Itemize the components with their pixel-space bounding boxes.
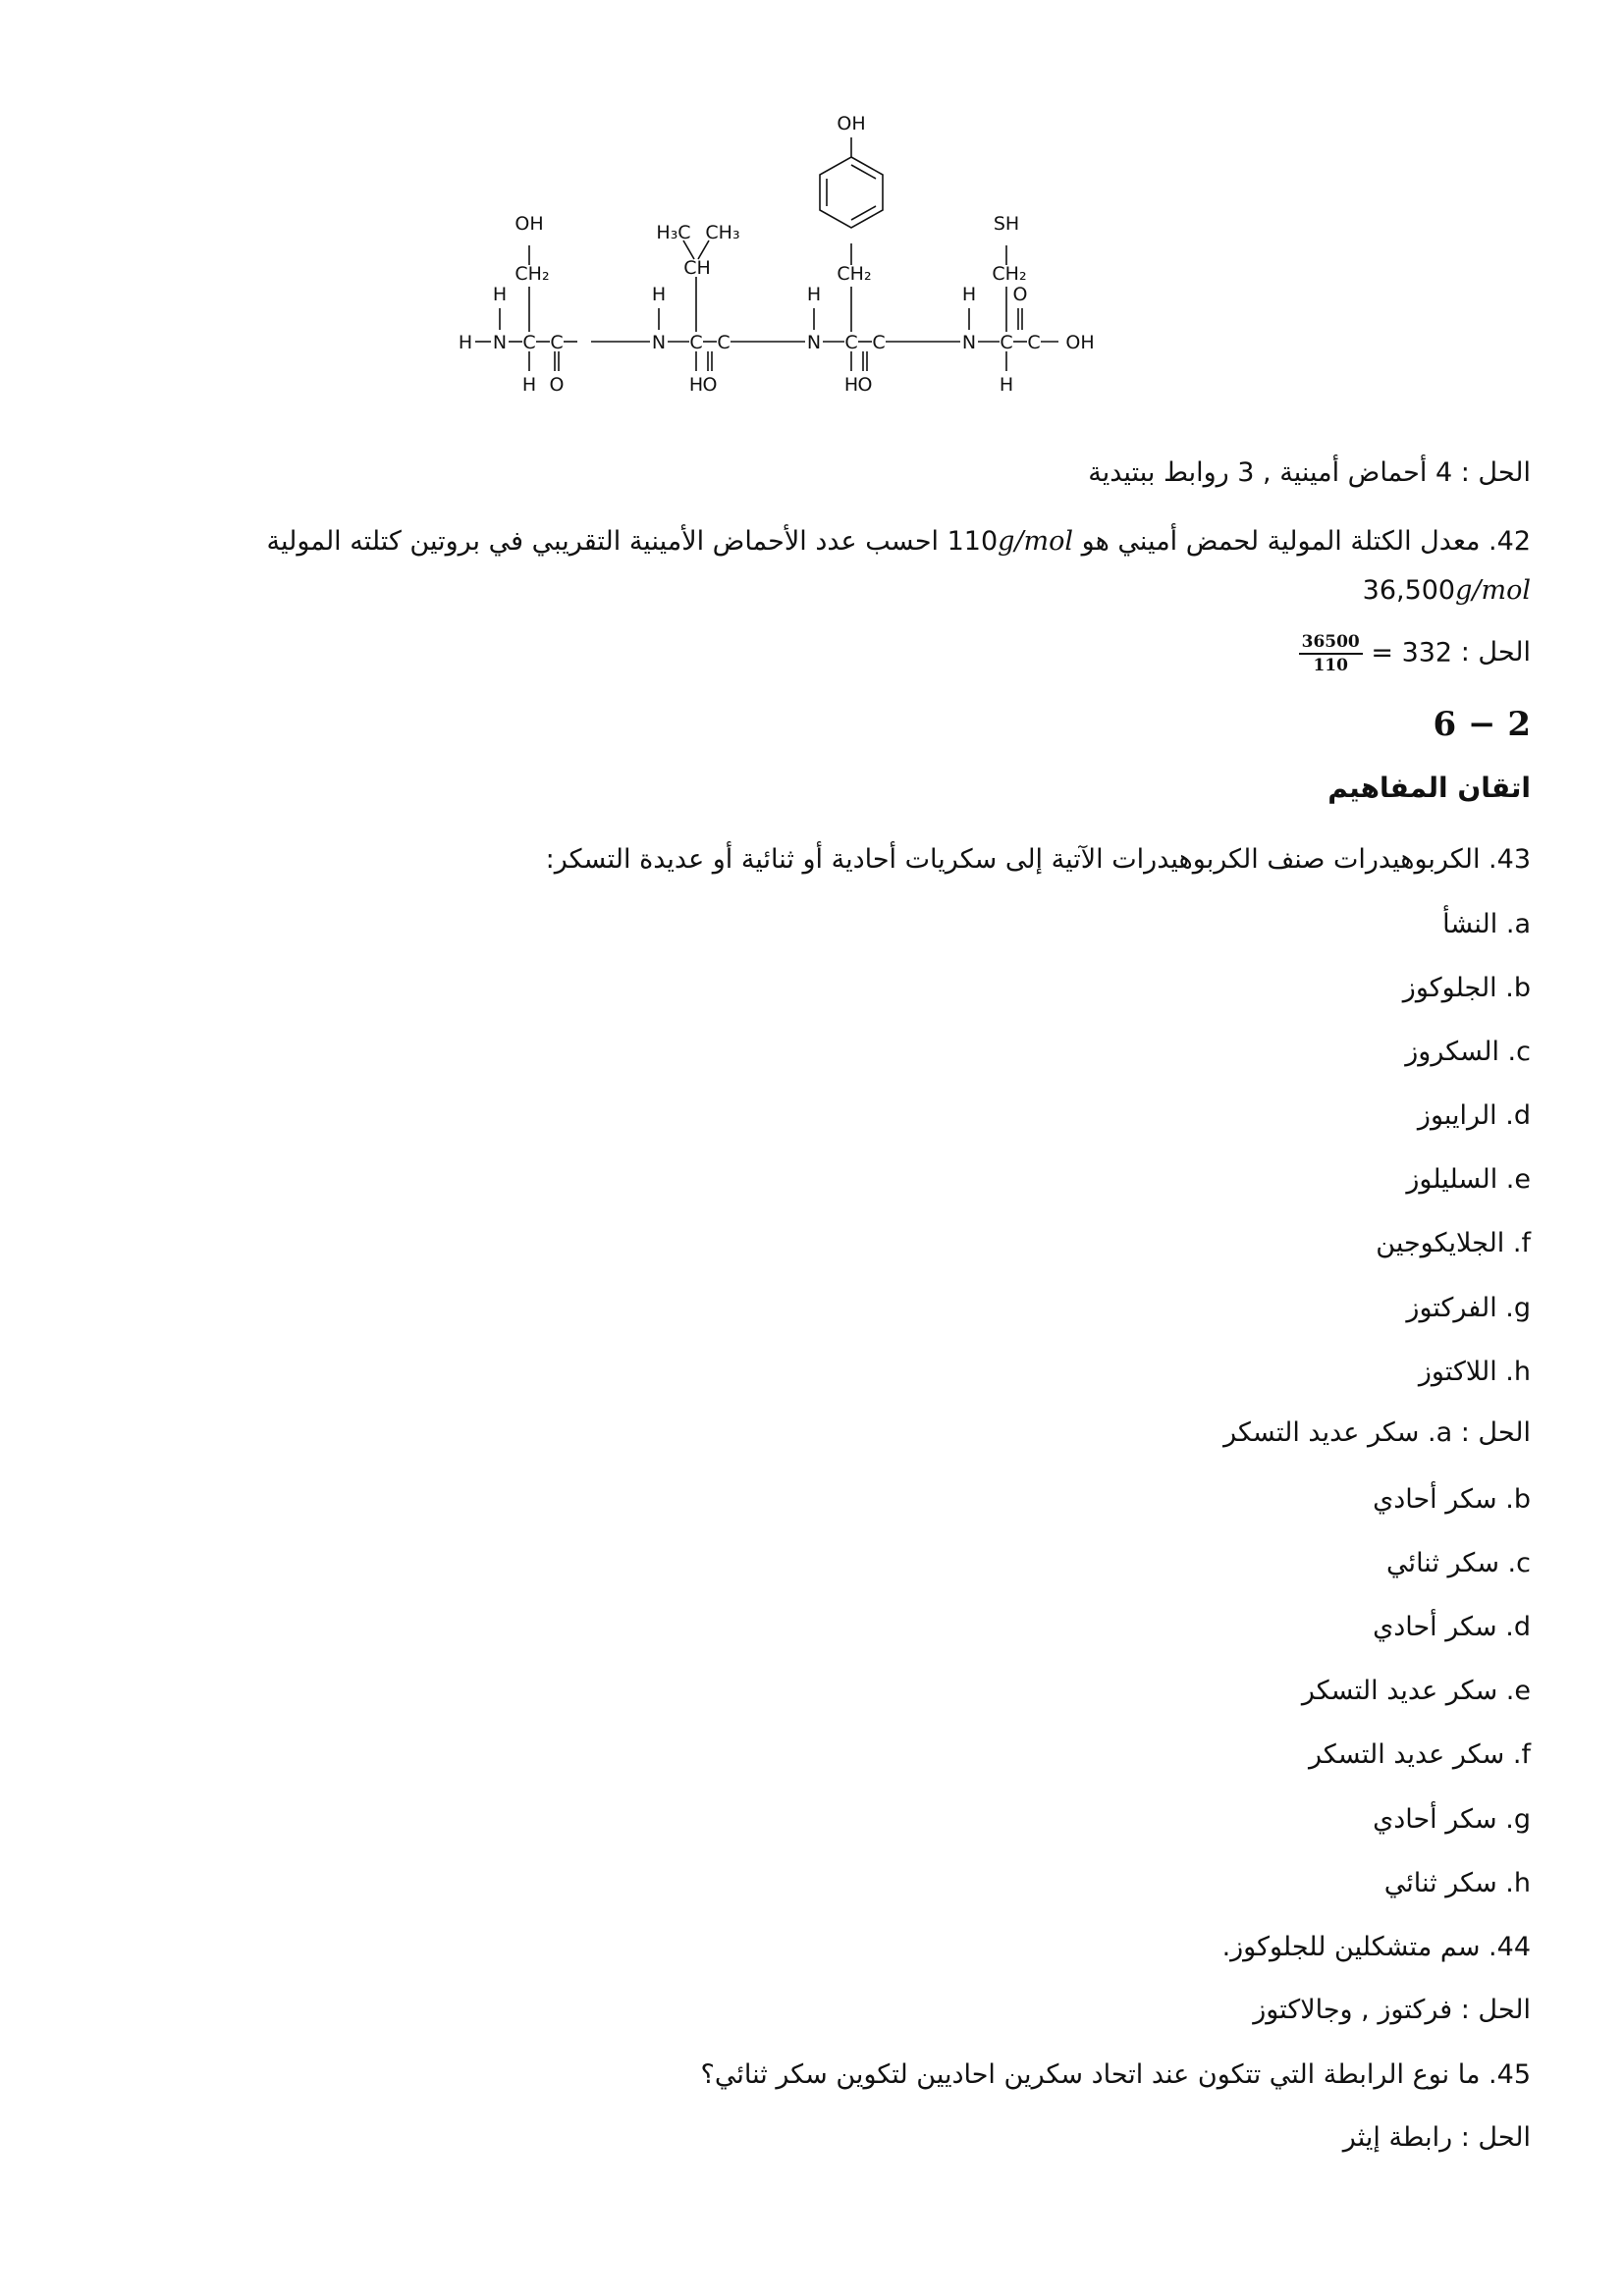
h-atom: H <box>961 284 977 305</box>
answer-45: الحل : رابطة إيثر <box>1342 2122 1531 2153</box>
c-atom: C <box>1000 332 1013 353</box>
list-item: c. السكروز <box>1405 1037 1531 1067</box>
answer-43-line: g. سكر أحادي <box>1373 1804 1531 1835</box>
question-text: معدل الكتلة المولية لحمض أميني هو <box>1081 526 1481 557</box>
answer-41: الحل : 4 أحماض أمينية , 3 روابط ببتيدية <box>1088 457 1531 488</box>
list-item: a. النشأ <box>1442 909 1531 939</box>
unit: g/mol <box>1455 575 1531 606</box>
section-heading: اتقان المفاهيم <box>1327 772 1531 804</box>
h-atom: H <box>521 374 537 396</box>
o-atom: O <box>702 374 718 396</box>
value: 110 <box>947 526 999 557</box>
list-item: b. الجلوكوز <box>1402 973 1531 1003</box>
valine-h3c-label: H₃C <box>656 222 691 243</box>
n-atom: N <box>651 332 667 353</box>
c-atom: C <box>522 332 536 353</box>
result: = 332 <box>1371 637 1453 668</box>
question-43: 43. الكربوهيدرات صنف الكربوهيدرات الآتية إلى سكريات أحادية أو ثنائية أو عديدة التسكر: <box>545 844 1531 875</box>
h-atom: H <box>492 284 508 305</box>
c-atom: C <box>872 332 886 353</box>
answer-43-line: h. سكر ثنائي <box>1383 1868 1531 1898</box>
tyrosine-oh-label: OH <box>837 113 866 134</box>
c-atom: C <box>1027 332 1041 353</box>
question-text: احسب عدد الأحماض الأمينية التقريبي في بروتين كتلته المولية <box>266 526 940 557</box>
h-atom: H <box>651 284 667 305</box>
unit: g/mol <box>998 526 1074 557</box>
numerator: 36500 <box>1299 631 1363 655</box>
answer-43-line: f. سكر عديد التسكر <box>1308 1739 1531 1770</box>
n-atom: N <box>492 332 508 353</box>
answer-43-line: الحل : a. سكر عديد التسكر <box>1223 1417 1531 1448</box>
serine-oh-label: OH <box>514 213 544 235</box>
answer-43-line: e. سكر عديد التسكر <box>1301 1676 1531 1706</box>
o-atom: O <box>1012 284 1028 305</box>
answer-43-line: c. سكر ثنائي <box>1386 1548 1531 1578</box>
cysteine-sh-label: SH <box>993 213 1020 235</box>
serine-ch2-label: CH₂ <box>514 263 550 285</box>
answer-label: الحل : <box>1460 637 1531 667</box>
math-value <box>947 526 1073 557</box>
question-number: 42. <box>1489 526 1531 557</box>
h-atom: H <box>999 374 1014 396</box>
list-item: g. الفركتوز <box>1406 1293 1531 1323</box>
question-44: 44. سم متشكلين للجلوكوز. <box>1221 1932 1531 1962</box>
valine-ch3-label: CH₃ <box>705 222 740 243</box>
c-atom: C <box>844 332 858 353</box>
list-item: e. السليلوز <box>1406 1164 1531 1195</box>
n-atom: N <box>961 332 977 353</box>
question-45: 45. ما نوع الرابطة التي تتكون عند اتحاد سكرين احاديين لتكوين سكر ثنائي؟ <box>700 2059 1531 2090</box>
c-atom: C <box>689 332 703 353</box>
question-42 <box>254 517 1531 615</box>
n-atom: N <box>806 332 822 353</box>
fraction-expression <box>1299 625 1453 681</box>
h-atom: H <box>458 332 473 353</box>
list-item: h. اللاكتوز <box>1418 1357 1531 1387</box>
h-atom: H <box>688 374 704 396</box>
tyrosine-ch2-label: CH₂ <box>837 263 872 285</box>
answer-43-line: d. سكر أحادي <box>1373 1612 1531 1642</box>
answer-43-line: b. سكر أحادي <box>1373 1484 1531 1515</box>
math-value <box>1363 575 1531 606</box>
o-atom: O <box>857 374 873 396</box>
value: 36,500 <box>1362 575 1456 606</box>
valine-ch-label: CH <box>683 257 711 279</box>
answer-42 <box>1299 625 1531 681</box>
c-atom: C <box>550 332 564 353</box>
o-atom: O <box>549 374 565 396</box>
carboxyl-oh-label: OH <box>1065 332 1095 353</box>
h-atom: H <box>806 284 822 305</box>
c-atom: C <box>717 332 731 353</box>
answer-44: الحل : فركتوز , وجالاكتوز <box>1253 1995 1531 2025</box>
section-number: 6 − 2 <box>1433 705 1531 744</box>
h-atom: H <box>843 374 859 396</box>
tetrapeptide-structure <box>452 98 1198 407</box>
cysteine-ch2-label: CH₂ <box>992 263 1027 285</box>
list-item: d. الرايبوز <box>1417 1100 1531 1131</box>
list-item: f. الجلايكوجين <box>1376 1228 1531 1258</box>
fraction <box>1299 631 1363 676</box>
denominator: 110 <box>1313 655 1348 675</box>
